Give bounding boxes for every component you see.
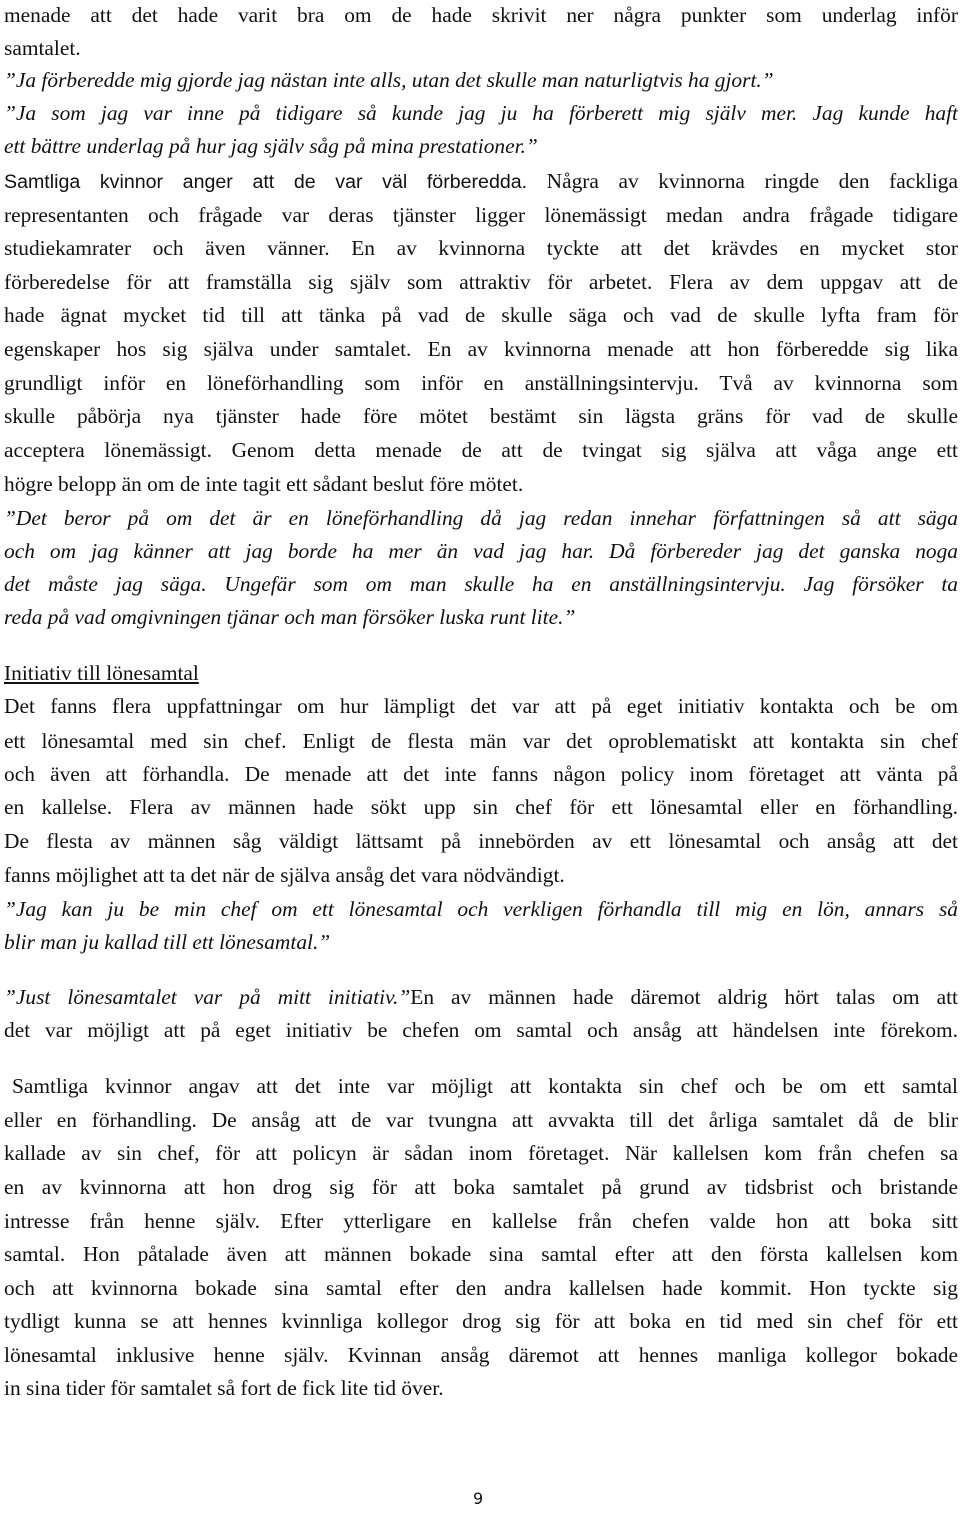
text-segment: Några av kvinnorna ringde den fackliga: [546, 169, 958, 193]
text-segment: Flera av männen hade sökt upp sin chef för ett lönesamtal eller en förhandling.: [129, 795, 958, 819]
text-segment: Kvinnan ansåg däremot att hennes manliga kollegor bokade: [347, 1343, 958, 1367]
text-line: fanns möjlighet att ta det när de själva ansåg det vara nödvändigt.: [4, 863, 565, 887]
text-segment: En av kvinnorna tyckte att det krävdes en mycket stor: [351, 236, 958, 260]
text-segment: och även att förhandla.: [4, 762, 230, 786]
text-segment: förberedelse för att framställa sig själv som attraktiv för arbetet.: [4, 270, 653, 294]
text-line: skulle påbörja nya tjänster hade före mötet bestämt sin lägsta gräns för vad de skulle: [4, 404, 958, 428]
text-segment: grundligt inför en löneförhandling som inför en anställningsintervju.: [4, 371, 699, 395]
quote-line: ”Ja som jag var inne på tidigare så kunde jag ju ha förberett mig själv mer. Jag kunde haft: [4, 101, 958, 125]
text-line: menade att det hade varit bra om de hade skrivit ner några punkter som underlag inför: [4, 3, 958, 27]
quote-line: ett bättre underlag på hur jag själv såg på mina prestationer.”: [4, 134, 538, 158]
text-segment: Ungefär som om man skulle ha en anställningsintervju.: [224, 572, 786, 596]
text-line: [4, 1143, 958, 1164]
text-segment: det måste jag säga.: [4, 572, 207, 596]
text-segment: De menade att det inte fanns någon policy inom företaget att vänta på: [244, 762, 958, 786]
text-line: [4, 764, 958, 785]
text-line: [4, 339, 958, 360]
text-line: [4, 1278, 958, 1299]
text-segment: samtal.: [4, 1242, 66, 1266]
text-line: [4, 1345, 958, 1366]
text-segment: ett lönesamtal med sin chef.: [4, 729, 287, 753]
text-line: [4, 238, 958, 259]
text-line: Samtliga kvinnor angav att det inte var möjligt att kontakta sin chef och be om ett samtal: [12, 1074, 958, 1098]
text-segment: Då förbereder jag det ganska noga: [609, 539, 958, 563]
text-segment: och att kvinnorna bokade sina samtal efter den andra kallelsen hade kommit.: [4, 1276, 792, 1300]
page-number: 9: [473, 1489, 484, 1508]
text-segment: en kallelse.: [4, 795, 113, 819]
text-segment: Samtliga kvinnor anger att de var väl förberedda.: [4, 171, 528, 193]
section-heading: Initiativ till lönesamtal: [4, 661, 199, 685]
text-line: [4, 731, 958, 752]
text-segment: Enligt de flesta män var det oproblematiskt att kontakta sin chef: [302, 729, 958, 753]
text-line: samtalet.: [4, 36, 81, 60]
text-line: De flesta av männen såg väldigt lättsamt på innebörden av ett lönesamtal och ansåg att det: [4, 829, 958, 853]
quote-line: blir man ju kallad till ett lönesamtal.”: [4, 930, 331, 954]
text-segment: Två av kvinnorna som: [719, 371, 958, 395]
quote-line: [4, 541, 958, 562]
text-segment: Genom detta menade de att de tvingat sig själva att våga ange ett: [231, 438, 958, 462]
text-line: en av kvinnorna att hon drog sig för att boka samtalet på grund av tidsbrist och bristande: [4, 1175, 958, 1199]
text-line: [4, 797, 958, 818]
text-segment: De ansåg att de var tvungna att avvakta till det årliga samtalet då de blir: [211, 1108, 958, 1132]
text-line: [4, 987, 958, 1008]
text-line: [4, 440, 958, 461]
text-segment: En av männen hade däremot aldrig hört talas om att: [410, 985, 958, 1009]
text-segment: acceptera lönemässigt.: [4, 438, 212, 462]
text-line: representanten och frågade var deras tjänster ligger lönemässigt medan andra frågade tidigare: [4, 203, 958, 227]
text-line: [4, 272, 958, 293]
text-line: [4, 373, 958, 394]
quote-line: reda på vad omgivningen tjänar och man försöker luska runt lite.”: [4, 605, 576, 629]
text-line: tydligt kunna se att hennes kvinnliga kollegor drog sig för att boka en tid med sin chef för ett: [4, 1309, 958, 1333]
text-segment: egenskaper hos sig själva under samtalet.: [4, 337, 412, 361]
text-segment: och om jag känner att jag borde ha mer än vad jag har.: [4, 539, 595, 563]
quote-line: ”Jag kan ju be min chef om ett lönesamtal och verkligen förhandla till mig en lön, annars så: [4, 897, 958, 921]
text-line: hade ägnat mycket tid till att tänka på vad de skulle säga och vad de skulle lyfta fram för: [4, 303, 958, 327]
quote-line: ”Det beror på om det är en löneförhandling då jag redan innehar författningen så att säga: [4, 506, 958, 530]
text-line: [4, 1244, 958, 1265]
text-segment: Hon påtalade även att männen bokade sina samtal efter att den första kallelsen kom: [82, 1242, 958, 1266]
text-segment: intresse från henne själv.: [4, 1209, 260, 1233]
quote-line: [4, 574, 958, 595]
text-line: in sina tider för samtalet så fort de fick lite tid över.: [4, 1376, 444, 1400]
text-segment: En av kvinnorna menade att hon förberedde sig lika: [427, 337, 958, 361]
text-line: [4, 1211, 958, 1232]
text-segment: Efter ytterligare en kallelse från chefen valde hon att boka sitt: [280, 1209, 958, 1233]
text-segment: Jag försöker ta: [803, 572, 958, 596]
text-line: [4, 1110, 958, 1131]
text-segment: eller en förhandling.: [4, 1108, 197, 1132]
text-segment: Flera av dem uppgav att de: [669, 270, 958, 294]
text-line: högre belopp än om de inte tagit ett sådant beslut före mötet.: [4, 472, 524, 496]
text-segment: kallade av sin chef, för att policyn är sådan inom företaget.: [4, 1141, 610, 1165]
text-segment: Hon tyckte sig: [809, 1276, 958, 1300]
quote-line: ”Ja förberedde mig gjorde jag nästan inte alls, utan det skulle man naturligtvis ha gjort.”: [4, 68, 774, 92]
text-segment: studiekamrater och även vänner.: [4, 236, 330, 260]
text-line: Det fanns flera uppfattningar om hur lämpligt det var att på eget initiativ kontakta och be om: [4, 694, 958, 718]
text-segment: lönesamtal inklusive henne själv.: [4, 1343, 329, 1367]
quote-segment: ”Just lönesamtalet var på mitt initiativ.”: [4, 985, 411, 1009]
text-segment: När kallelsen kom från chefen sa: [624, 1141, 958, 1165]
text-line: det var möjligt att på eget initiativ be chefen om samtal och ansåg att händelsen inte förekom.: [4, 1018, 958, 1042]
text-line: [4, 171, 958, 193]
